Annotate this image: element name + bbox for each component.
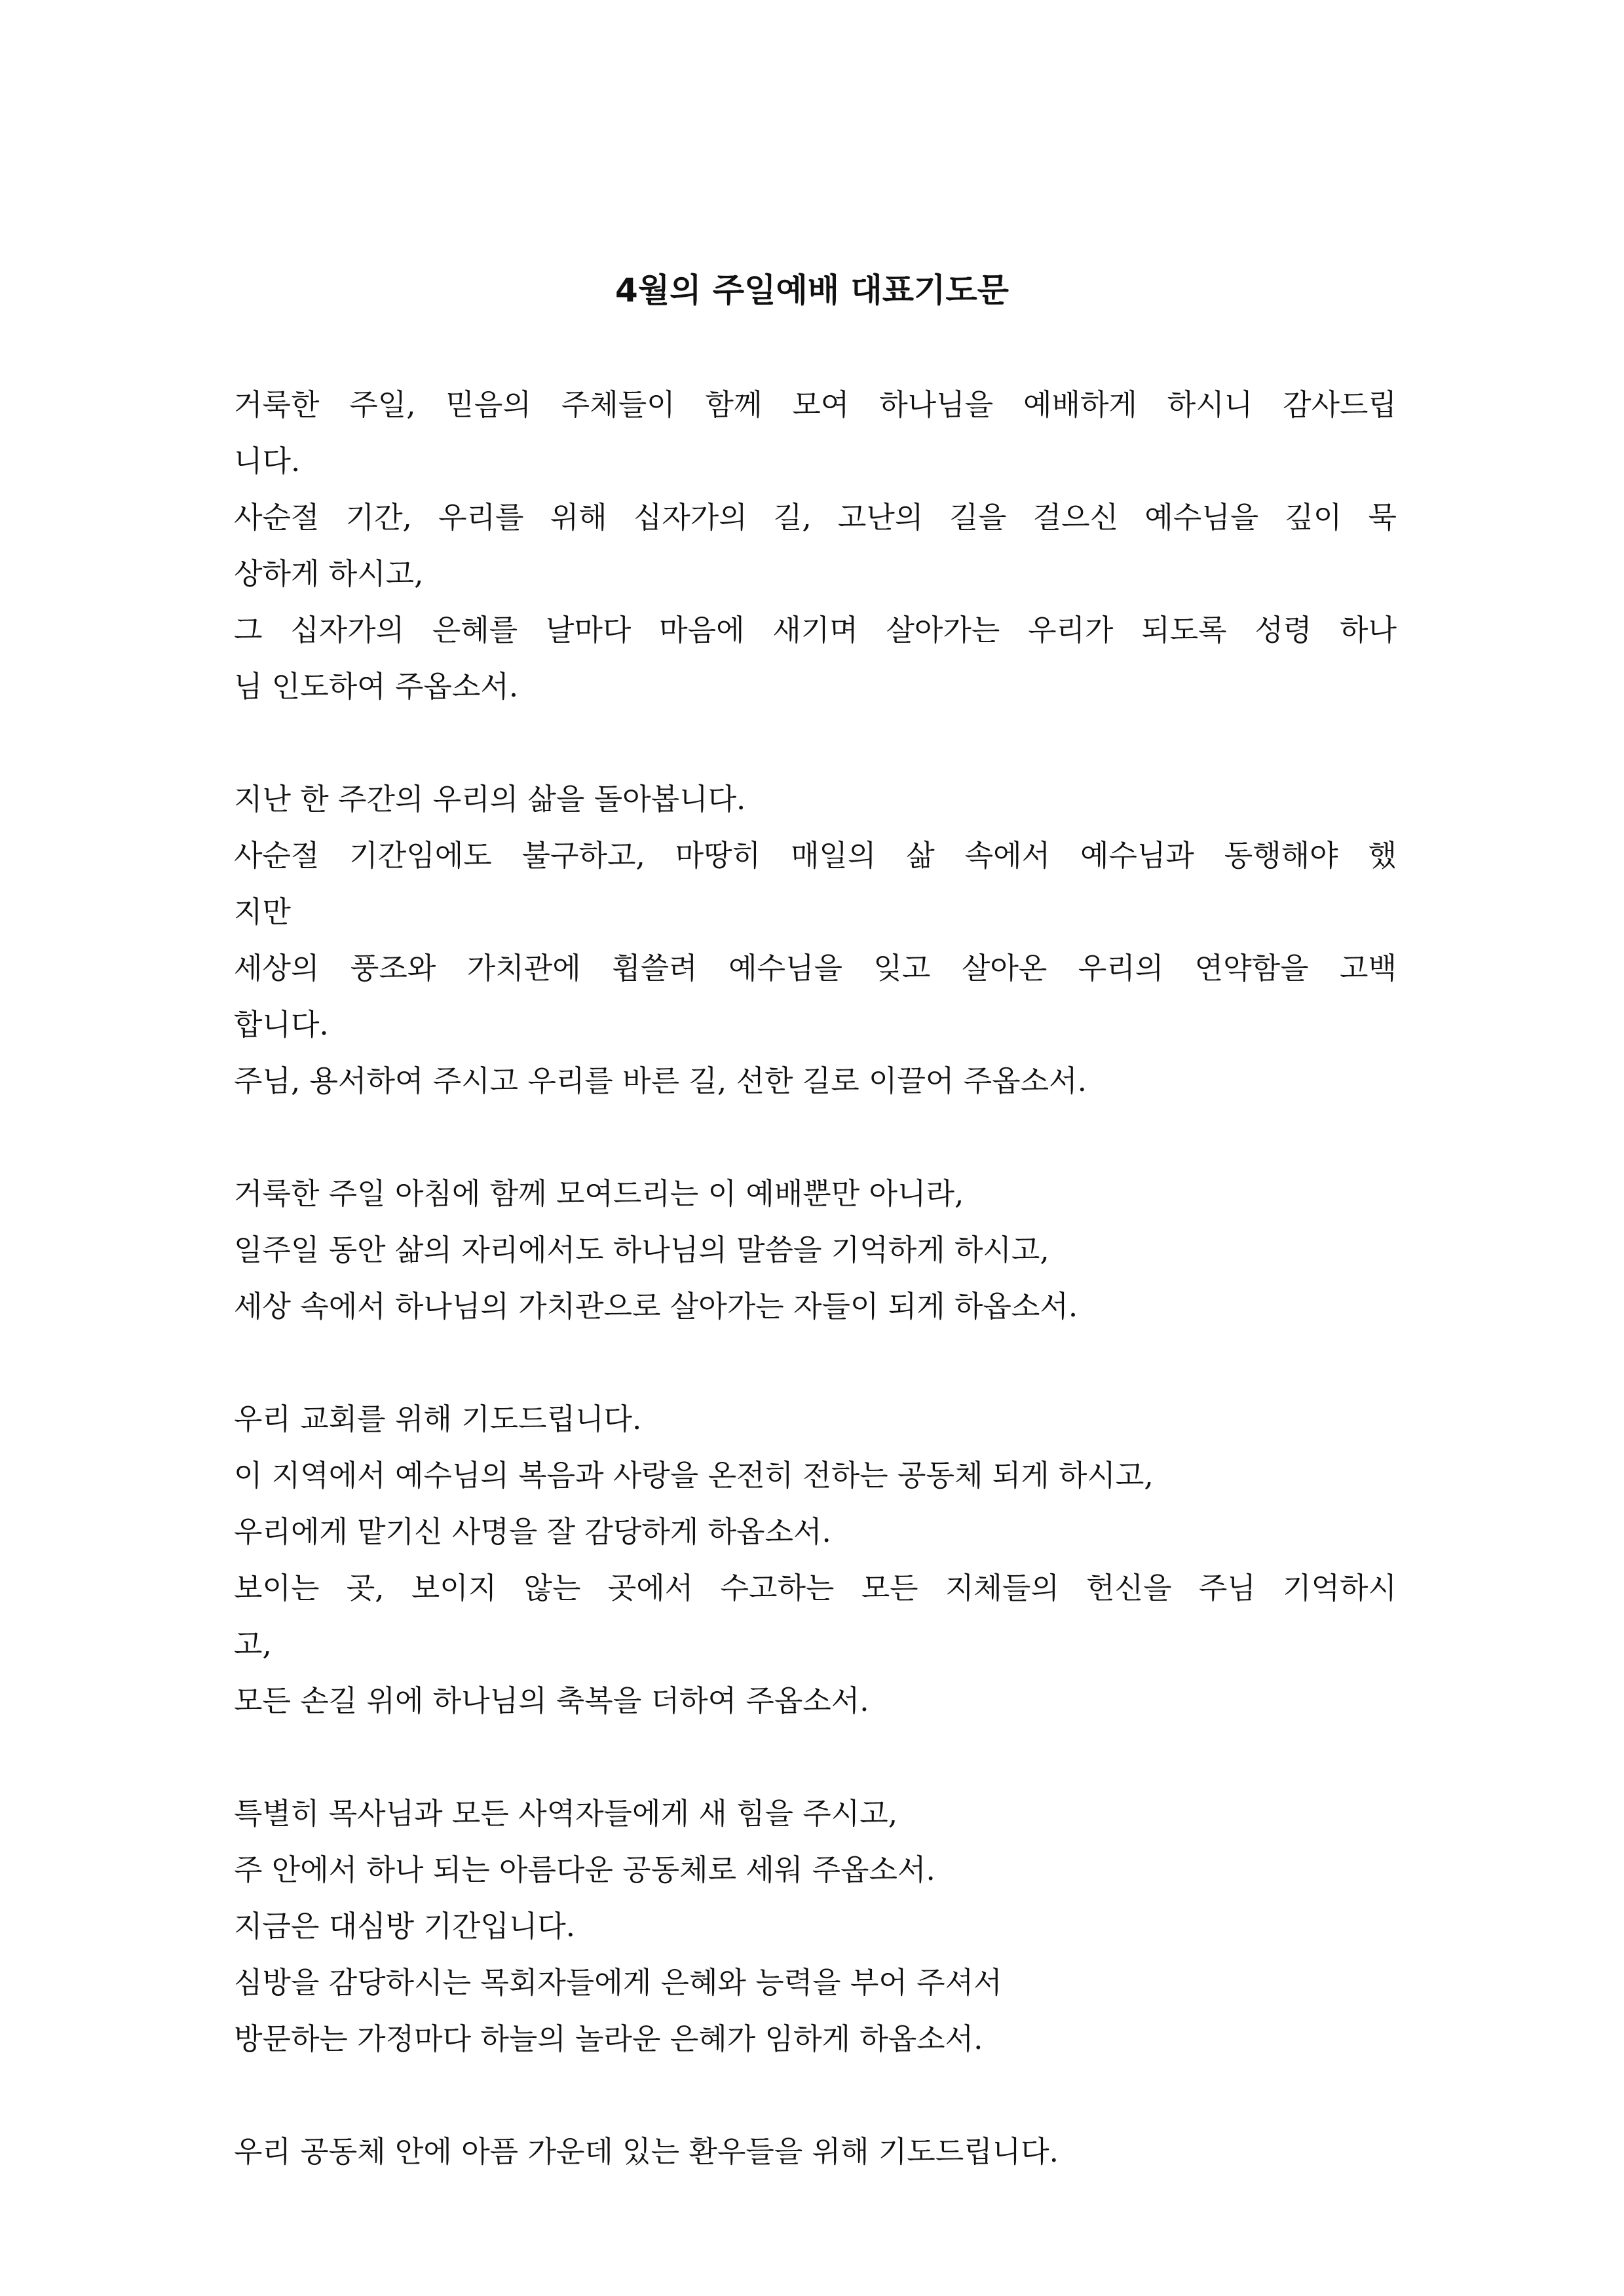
- text-line: 보이는 곳, 보이지 않는 곳에서 수고하는 모든 지체들의 헌신을 주님 기억하시: [234, 1571, 1397, 1605]
- text-line: 이 지역에서 예수님의 복음과 사랑을 온전히 전하는 공동체 되게 하시고,: [234, 1458, 1154, 1493]
- text-line: 일주일 동안 삶의 자리에서도 하나님의 말씀을 기억하게 하시고,: [234, 1233, 1049, 1267]
- text-line: 우리 교회를 위해 기도드립니다.: [234, 1402, 642, 1436]
- text-line: 세상 속에서 하나님의 가치관으로 살아가는 자들이 되게 하옵소서.: [234, 1289, 1078, 1324]
- paragraph-thanksgiving: [234, 377, 1397, 715]
- text-line: 상하게 하시고,: [234, 556, 424, 591]
- text-line: 고,: [234, 1627, 272, 1662]
- text-line: 거룩한 주일 아침에 함께 모여드리는 이 예배뿐만 아니라,: [234, 1176, 964, 1211]
- paragraph-ministers: [234, 1786, 1397, 2067]
- text-line: 주님, 용서하여 주시고 우리를 바른 길, 선한 길로 이끌어 주옵소서.: [234, 1063, 1087, 1098]
- text-line: 세상의 풍조와 가치관에 휩쓸려 예수님을 잊고 살아온 우리의 연약함을 고백: [234, 951, 1397, 985]
- text-line: 방문하는 가정마다 하늘의 놀라운 은혜가 임하게 하옵소서.: [234, 2021, 983, 2056]
- text-line: 우리 공동체 안에 아픔 가운데 있는 환우들을 위해 기도드립니다.: [234, 2134, 1059, 2169]
- text-line: 심방을 감당하시는 목회자들에게 은혜와 능력을 부어 주셔서: [234, 1965, 1002, 2000]
- document-body: [234, 377, 1397, 2236]
- text-line: 지난 한 주간의 우리의 삶을 돌아봅니다.: [234, 782, 746, 816]
- paragraph-worship: [234, 1166, 1397, 1335]
- text-line: 사순절 기간임에도 불구하고, 마땅히 매일의 삶 속에서 예수님과 동행해야 했: [234, 838, 1397, 873]
- text-line: 모든 손길 위에 하나님의 축복을 더하여 주옵소서.: [234, 1683, 869, 1718]
- text-line: 님 인도하여 주옵소서.: [234, 669, 519, 704]
- paragraph-church: [234, 1391, 1397, 1729]
- text-line: 니다.: [234, 444, 301, 478]
- text-line: 특별히 목사님과 모든 사역자들에게 새 힘을 주시고,: [234, 1796, 898, 1831]
- text-line: 그 십자가의 은혜를 날마다 마음에 새기며 살아가는 우리가 되도록 성령 하나: [234, 613, 1397, 647]
- text-line: 사순절 기간, 우리를 위해 십자가의 길, 고난의 길을 걸으신 예수님을 깊이 묵: [234, 500, 1397, 535]
- paragraph-confession: [234, 771, 1397, 1109]
- paragraph-patients: [234, 2124, 1397, 2180]
- text-line: 지만: [234, 894, 291, 929]
- text-line: 거룩한 주일, 믿음의 주체들이 함께 모여 하나님을 예배하게 하시니 감사드립: [234, 387, 1397, 422]
- text-line: 우리에게 맡기신 사명을 잘 감당하게 하옵소서.: [234, 1514, 831, 1549]
- document-title: 4월의 주일예배 대표기도문: [615, 271, 1009, 309]
- text-line: 지금은 대심방 기간입니다.: [234, 1909, 576, 1943]
- text-line: 합니다.: [234, 1007, 329, 1042]
- text-line: 주 안에서 하나 되는 아름다운 공동체로 세워 주옵소서.: [234, 1852, 935, 1887]
